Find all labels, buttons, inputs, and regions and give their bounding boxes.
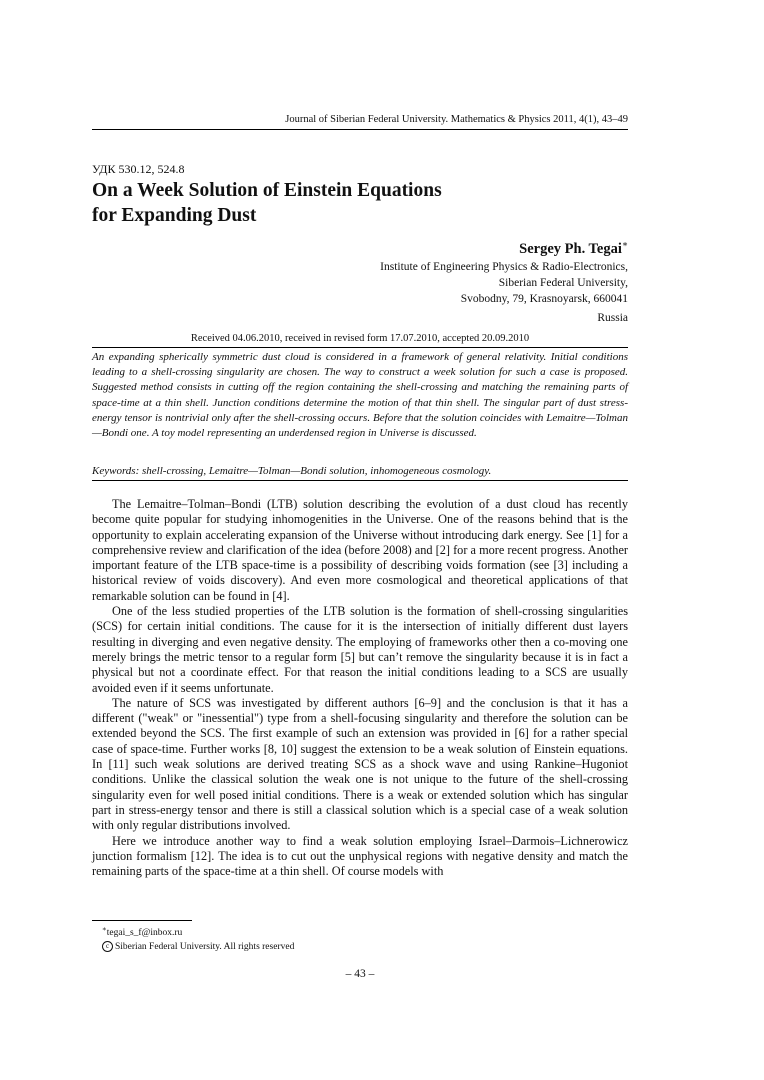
affiliation-country: Russia: [597, 311, 628, 324]
affiliation-line: Institute of Engineering Physics & Radio-Electronics,: [380, 260, 628, 273]
affiliation-line: Svobodny, 79, Krasnoyarsk, 660041: [460, 292, 628, 305]
footnote-rule: [92, 920, 192, 921]
copyright-text: Siberian Federal University. All rights reserved: [115, 942, 295, 953]
footnote-copyright: [102, 940, 294, 954]
abstract: An expanding spherically symmetric dust cloud is considered in a framework of general relativity. Initial conditions leading to a shell-crossing singularity are chosen. The way to construct a week solution for such a case is proposed. Suggested method consists in cutting off the region containing the shell-crossing and matching the remaining parts of space-time at a thin shell. Junction conditions determine the motion of that thin shell. The singular part of dust stress-energy tensor is nontrivial only after the shell-crossing occurs. Before that the solution coincides with Lemaitre—Tolman—Bondi one. A toy model representing an underdensed region in Universe is discussed.: [92, 351, 628, 440]
author-name: [380, 234, 628, 259]
running-head: Journal of Siberian Federal University. Mathematics & Physics 2011, 4(1), 43–49: [285, 114, 628, 125]
body-paragraph: Here we introduce another way to find a weak solution employing Israel–Darmois–Lichnerowicz junction formalism [12]. The idea is to cut out the unphysical regions with negative density and match the remaining parts of the space-time at a thin shell. Of course models with: [92, 833, 628, 879]
copyright-icon: c: [102, 941, 113, 952]
body-paragraph: The nature of SCS was investigated by different authors [6–9] and the conclusion is that it has a different ("weak" or "inessential") type from a shell-focusing singularity and therefore the solution can be extended beyond the SCS. The first example of such an extension was provided in [6] for a rather special case of space-time. Further works [8, 10] suggest the extension to be a weak solution of Einstein equations. In [11] such weak solutions are derived treating SCS as a shock wave and using Rankine–Hugoniot conditions. Unlike the classical solution the weak one is not unique to the future of the shell-crossing singularity even for well posed initial conditions. There is a weak or extended solution which has singular part in stress-energy tensor and there is still a classical solution which is a special case of a weak solution with only regular distributions involved.: [92, 695, 628, 833]
abstract-bottom-rule: [92, 480, 628, 481]
body-paragraph: The Lemaitre–Tolman–Bondi (LTB) solution describing the evolution of a dust cloud has recently become quite popular for studying inhomogenities in the Universe. One of the reasons behind that is the opportunity to explain accelerating expansion of the Universe without introducing dark energy. See [1] for a comprehensive review and clarification of the idea (before 2008) and [2] for a more recent progress. Another important feature of the LTB space-time is a possibility of describing voids formation (see [3] including a historical review of voids discovery). And even more cosmological and theoretical applications of that remarkable solution can be found in [4].: [92, 497, 628, 603]
page-number: – 43 –: [345, 968, 375, 980]
header-rule: [92, 129, 628, 130]
author-block: [380, 234, 628, 326]
received-dates: Received 04.06.2010, received in revised form 17.07.2010, accepted 20.09.2010: [190, 333, 530, 344]
body-paragraph: One of the less studied properties of the LTB solution is the formation of shell-crossing singularities (SCS) for certain initial conditions. The cause for it is the intersection of initially different dust layers resulting in diverging and even negative density. The employing of frameworks other then a co-moving one merely brings the metric tensor to a regular form [5] but can’t remove the singularity because it is in fact a physical but not a coordinate effect. For that reason the initial conditions leading to a SCS are usually avoided even if it seems unfortunate.: [92, 604, 628, 695]
body-text: [92, 497, 628, 879]
title-line-1: On a Week Solution of Einstein Equations: [92, 180, 442, 201]
footnote-mark: ∗: [102, 925, 107, 933]
affiliation-line: Siberian Federal University,: [498, 276, 628, 289]
paper-title: [92, 178, 612, 228]
udk-code: УДК 530.12, 524.8: [92, 162, 185, 176]
author-email: tegai_s_f@inbox.ru: [106, 928, 183, 939]
keywords: Keywords: shell-crossing, Lemaitre—Tolman—Bondi solution, inhomogeneous cosmology.: [92, 465, 492, 477]
abstract-top-rule: [92, 347, 628, 348]
footnotes: [102, 922, 294, 954]
footnote-email: [102, 922, 294, 940]
author-footnote-mark: ∗: [621, 239, 628, 249]
author-name-text: Sergey Ph. Tegai: [519, 240, 622, 257]
title-line-2: for Expanding Dust: [92, 205, 257, 226]
